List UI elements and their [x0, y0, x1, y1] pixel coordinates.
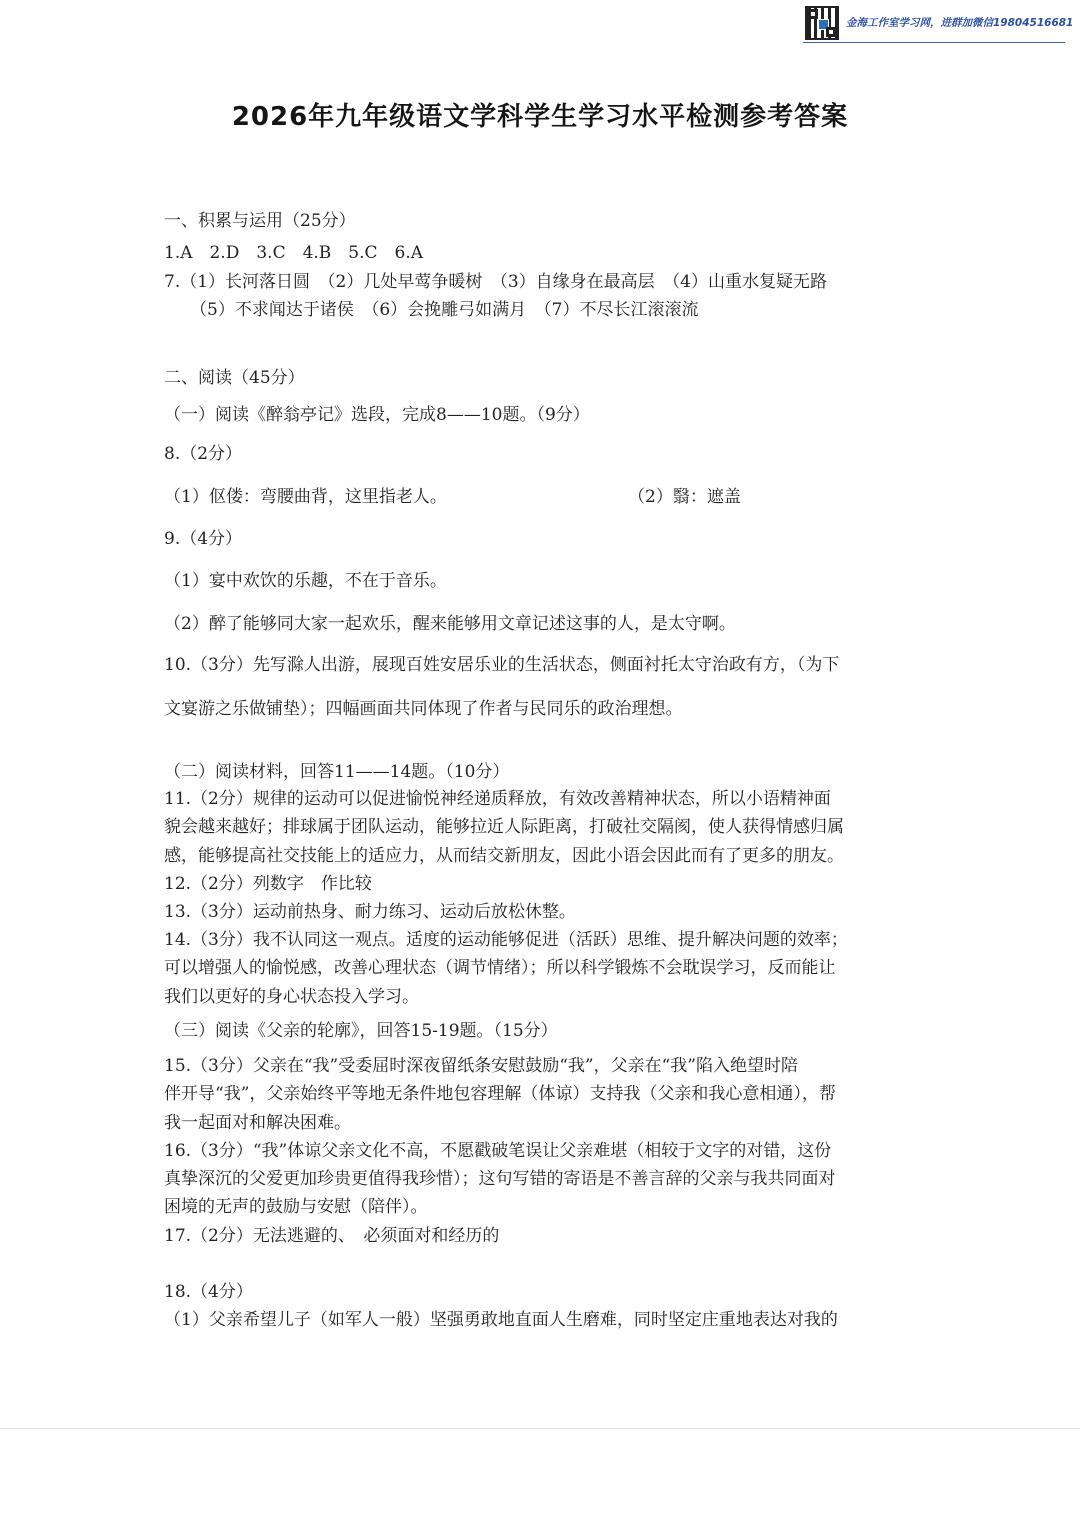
section-heading: 一、积累与运用（25分）	[164, 211, 356, 231]
answer-line: 17.（2分）无法逃避的、 必须面对和经历的	[164, 1226, 500, 1246]
banner-text: 金海工作室学习网，进群加微信19804516681	[846, 17, 1074, 29]
subsection-heading: （一）阅读《醉翁亭记》选段，完成8——10题。（9分）	[164, 405, 590, 425]
answer-line: （5）不求闻达于诸侯 （6）会挽雕弓如满月 （7）不尽长江滚滚流	[190, 300, 699, 320]
answer-line: 文宴游之乐做铺垫）；四幅画面共同体现了作者与民同乐的政治理想。	[164, 699, 683, 719]
header-banner	[0, 0, 1080, 56]
page-footer	[0, 1429, 1080, 1528]
question-number: 9.（4分）	[164, 529, 243, 549]
answer-line: 伴开导“我”，父亲始终平等地无条件地包容理解（体谅）支持我（父亲和我心意相通），帮	[164, 1084, 836, 1104]
answer-line: 我们以更好的身心状态投入学习。	[164, 987, 419, 1007]
subsection-heading: （三）阅读《父亲的轮廓》，回答15-19题。（15分）	[164, 1021, 558, 1041]
answer-line: （2）醉了能够同大家一起欢乐，醒来能够用文章记述这事的人，是太守啊。	[164, 614, 736, 634]
subsection-heading: （二）阅读材料，回答11——14题。（10分）	[164, 762, 510, 782]
page-title: 2026年九年级语文学科学生学习水平检测参考答案	[231, 102, 849, 132]
answer-line: 13.（3分）运动前热身、耐力练习、运动后放松休整。	[164, 902, 576, 922]
answer-line: 16.（3分）“我”体谅父亲文化不高，不愿戳破笔误让父亲难堪（相较于文字的对错，这份	[164, 1141, 832, 1161]
answer-line: 10.（3分）先写滁人出游，展现百姓安居乐业的生活状态，侧面衬托太守治政有方，（为下	[164, 655, 840, 675]
question-number: 8.（2分）	[164, 444, 243, 464]
answer-line: 困境的无声的鼓励与安慰（陪伴）。	[164, 1197, 428, 1217]
answer-line: 7.（1）长河落日圆 （2）几处早莺争暖树 （3）自缘身在最高层 （4）山重水复疑无路	[164, 272, 827, 292]
answer-line: 可以增强人的愉悦感，改善心理状态（调节情绪）；所以科学锻炼不会耽误学习，反而能让	[164, 958, 836, 978]
answer-line: （1）宴中欢饮的乐趣，不在于音乐。	[164, 571, 447, 591]
answer-line: 貌会越来越好；排球属于团队运动，能够拉近人际距离，打破社交隔阂，使人获得情感归属	[164, 817, 844, 837]
answer-line: 15.（3分）父亲在“我”受委屈时深夜留纸条安慰鼓励“我”，父亲在“我”陷入绝望时陪	[164, 1056, 798, 1076]
answer-line: （1）伛偻：弯腰曲背，这里指老人。	[164, 487, 447, 507]
qr-code-icon	[805, 6, 839, 40]
answer-line: 感，能够提高社交技能上的适应力，从而结交新朋友，因此小语会因此而有了更多的朋友。	[164, 846, 844, 866]
answer-line: 我一起面对和解决困难。	[164, 1113, 351, 1133]
answer-line: 14.（3分）我不认同这一观点。适度的运动能够促进（活跃）思维、提升解决问题的效率；	[164, 930, 848, 950]
banner-divider	[803, 42, 1065, 43]
answer-line: 12.（2分）列数字 作比较	[164, 874, 372, 894]
answer-line: 真挚深沉的父爱更加珍贵更值得我珍惜）；这句写错的寄语是不善言辞的父亲与我共同面对	[164, 1169, 836, 1189]
answer-line: 11.（2分）规律的运动可以促进愉悦神经递质释放，有效改善精神状态，所以小语精神面	[164, 789, 831, 809]
answer-line: （1）父亲希望儿子（如军人一般）坚强勇敢地直面人生磨难，同时坚定庄重地表达对我的	[164, 1310, 838, 1330]
question-number: 18.（4分）	[164, 1282, 253, 1302]
answer-line: （2）翳：遮盖	[628, 487, 741, 507]
answer-line: 1.A 2.D 3.C 4.B 5.C 6.A	[164, 243, 424, 263]
section-heading: 二、阅读（45分）	[164, 368, 305, 388]
